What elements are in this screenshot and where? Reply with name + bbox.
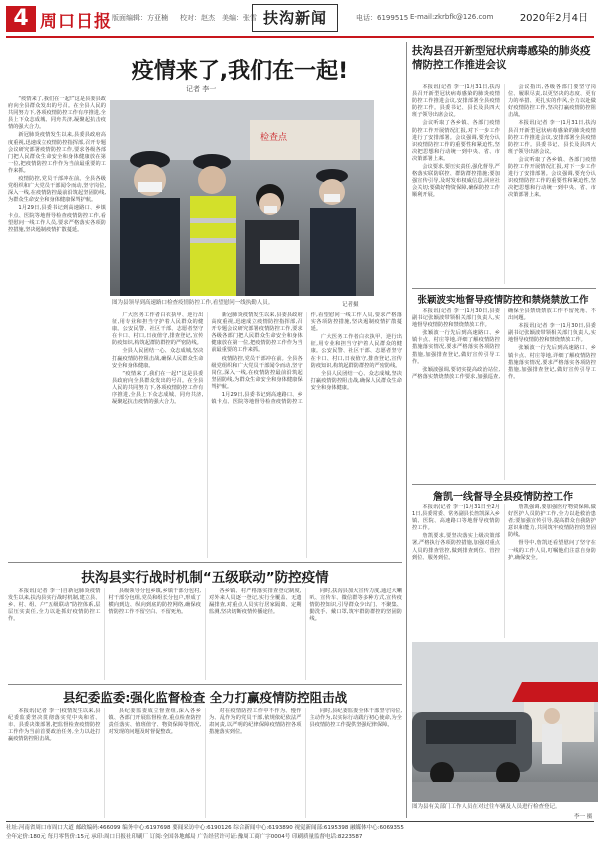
mid-body bbox=[8, 588, 402, 680]
right2-paragraph: 张颖波一行先后到高速路口、乡镇卡点、村庄等地,详细了解疫情防控措施落实情况,要求严格落实各项防控措施,加强排查登记,做好宣传引导工作。 bbox=[508, 345, 596, 380]
right2-body bbox=[412, 308, 596, 480]
right2-paragraph: 张颖波一行先后到高速路口、乡镇卡点、村庄等地,详细了解疫情防控措施落实情况,要求严格落实各项防控措施,加强排查登记,做好宣传引导工作。 bbox=[412, 330, 500, 365]
section-divider bbox=[8, 562, 402, 563]
main-photo-caption: 图为县领导到高速路口检查疫情防控工作,看望慰问一线执勤人员。 bbox=[112, 300, 274, 306]
main-photo bbox=[110, 100, 374, 296]
designer-meta: 美编：张雪 bbox=[222, 14, 257, 22]
main-photo-scene bbox=[110, 100, 374, 296]
right3-paragraph: 詹凯强调,要加强医疗物资保障,做好医护人员防护工作,全力以赴救治患者;要加强宣传引导,提高群众自我防护意识和能力,共同筑牢疫情防控的坚固防线。 bbox=[508, 504, 596, 539]
main-paragraph: 广大医务工作者白衣执甲、逆行出征,用专业和担当守护着人民群众的健康。公安民警、社区干部、志愿者坚守在卡口、村口,日夜值守,排查登记,宣传防疫知识,构筑起群防群控的严密防线。 bbox=[112, 312, 204, 347]
main-paragraph: 1月29日,县委书记到高速路口、乡镇卡点、医院等地督导检查疫情防控工作,看望慰问一线工作人员,要求严格落实各项防控措施,坚决遏制疫情扩散蔓延。 bbox=[211, 312, 402, 406]
main-paragraph: 全县人民团结一心、众志成城,坚决打赢疫情防控阻击战,确保人民群众生命安全和身体健康。 bbox=[310, 370, 402, 391]
right1-paragraph: 本报讯(记者 李一)1月31日,扶沟县召开新型冠状病毒感染的肺炎疫情防控工作推进会议,安排部署全县疫情防控工作。县委书记、县长及县四大班子领导出席会议。 bbox=[508, 120, 596, 155]
main-paragraph: “疫情来了,我们在一起!”这是县委县政府向全县群众发出的号召。在全县人民的共同努力下,各项疫情防控工作有序推进,全县上下众志成城、同舟共济,凝聚起抗击疫情的强大合力。 bbox=[112, 370, 204, 406]
bottom-headline: 县纪委监委:强化监督检查 全力打赢疫情防控阻击战 bbox=[62, 690, 348, 705]
issue-date: 2020年2月4日 bbox=[519, 13, 588, 24]
phone-meta: 电话：6199515 bbox=[356, 14, 409, 22]
right2-paragraph: 本报讯(记者 李一)1月30日,县委副书记张颖波带领相关部门负责人,实地督导疫情防控和禁烧禁放工作。 bbox=[412, 308, 500, 329]
right1-paragraph: 会议听取了各乡镇、各部门疫情防控工作开展情况汇报,对下一步工作进行了安排部署。会议强调,要充分认识疫情防控工作的重要性和紧迫性,坚决把思想和行动统一到中央、省、市决策部署上来。 bbox=[412, 120, 500, 162]
side-photo-scene bbox=[412, 642, 598, 802]
mid-paragraph: 县级领导分包乡镇,乡镇干部分包村,村干部分包组,党员和组长分包户,形成了横向到边、纵向到底的防控网络,确保疫情防控工作不留空白、不留死角。 bbox=[108, 588, 201, 616]
right1-paragraph: 会议听取了各乡镇、各部门疫情防控工作开展情况汇报,对下一步工作进行了安排部署。会议强调,要充分认识疫情防控工作的重要性和紧迫性,坚决把思想和行动统一到中央、省、市决策部署上来。 bbox=[508, 156, 596, 199]
side-photo-caption: 图为县有关部门工作人员在对过往车辆及人员进行检查登记。 bbox=[412, 804, 561, 810]
main-byline: 记者 李一 bbox=[186, 85, 217, 93]
main-paragraph: 疫情防控,党员干部冲在前。全县各级党组织和广大党员干部闻令而动,坚守岗位,深入一线,在疫情防控最前沿筑起坚固防线,为群众生命安全和身体健康保驾护航。 bbox=[211, 355, 303, 390]
section-divider bbox=[8, 684, 402, 685]
right3-paragraph: 本报讯(记者 李一)1月31日至2月1日,县委常委、常务副县长詹凯深入乡镇、医院、高速路口等地督导疫情防控工作。 bbox=[412, 504, 500, 532]
proof-meta: 校对：赵杰 bbox=[180, 14, 215, 22]
masthead bbox=[0, 0, 600, 42]
main-paragraph: 新冠肺炎疫情发生以来,县委县政府高度重视,迅速成立疫情防控指挥部,召开专题会议研究部署疫情防控工作,要求各级各部门把人民群众生命安全和身体健康放在第一位,把疫情防控工作作为当前最重要的工作来抓。 bbox=[211, 312, 303, 354]
main-paragraph: “疫情来了,我们在一起!”这是县委县政府向全县群众发出的号召。在全县人民的共同努力下,各项疫情防控工作有序推进,全县上下众志成城、同舟共济,凝聚起抗击疫情的强大合力。 bbox=[8, 96, 106, 131]
email-meta: E-mail:zkrbfk@126.com bbox=[410, 13, 494, 21]
right1-body bbox=[412, 84, 596, 284]
right1-headline: 扶沟县召开新型冠状病毒感染的肺炎疫情防控工作推进会议 bbox=[412, 45, 591, 71]
main-paragraph: 疫情防控,党员干部冲在前。全县各级党组织和广大党员干部闻令而动,坚守岗位,深入一线,在疫情防控最前沿筑起坚固防线,为群众生命安全和身体健康保驾护航。 bbox=[8, 176, 106, 204]
section-divider bbox=[412, 484, 596, 485]
mid-paragraph: 各乡镇、村严格落实排查登记制度,对外来人员逐一登记,实行全覆盖、无遗漏排查,对重点人员实行居家隔离、定期监测,坚决切断疫情传播途径。 bbox=[209, 588, 302, 616]
main-photo-credit: 记者摄 bbox=[342, 302, 359, 308]
side-photo bbox=[412, 642, 598, 802]
bottom-paragraph: 县纪委监委成立督查组,深入各乡镇、各部门开展监督检查,重点检查防控责任落实、值班值守、物资保障等情况,对发现的问题及时督促整改。 bbox=[108, 708, 201, 736]
section-title: 扶沟新闻 bbox=[252, 4, 338, 32]
svg-text:检查点: 检查点 bbox=[260, 133, 288, 143]
right1-paragraph: 会议指出,各级各部门要坚守岗位、履职尽责,以更坚决的态度、更有力的举措、更扎实的作风,全力以赴做好疫情防控工作,坚决打赢疫情防控阻击战。 bbox=[508, 84, 596, 119]
footer-line: 全年定价:180元 每月零售价:15元 承印:周口日报社印刷厂 订阅:全国各地邮局 广告经营许可证:豫周工商广字0004号 印刷质量监督电话:8223587 bbox=[6, 834, 363, 840]
side-photo-credit: 李一 摄 bbox=[574, 814, 593, 820]
paper-name: 周口日报 bbox=[40, 12, 112, 32]
masthead-rule bbox=[6, 36, 594, 38]
main-paragraph: 全县人民团结一心、众志成城,坚决打赢疫情防控阻击战,确保人民群众生命安全和身体健康。 bbox=[112, 348, 204, 369]
main-paragraph: 广大医务工作者白衣执甲、逆行出征,用专业和担当守护着人民群众的健康。公安民警、社区干部、志愿者坚守在卡口、村口,日夜值守,排查登记,宣传防疫知识,构筑起群防群控的严密防线。 bbox=[310, 334, 402, 369]
column-divider bbox=[406, 42, 407, 818]
right2-paragraph: 张颖波强调,要切实提高政治站位,严格落实禁烧禁放工作要求,加强巡查,确保全县禁烧禁放工作不留死角、不出问题。 bbox=[412, 308, 596, 380]
main-headline: 疫情来了,我们在一起! bbox=[131, 59, 349, 84]
footer-line: 社址:河南省周口市周口大道 邮政编码:466099 编务中心:6197698 要闻采访中心:6190126 综合新闻中心:6193890 视觉新闻部:6195398 融媒体中心:6069355 bbox=[6, 825, 404, 831]
right3-headline: 詹凯一线督导全县疫情防控工作 bbox=[433, 492, 573, 503]
bottom-paragraph: 同时,县纪委监委全体干部坚守岗位,主动作为,以实际行动践行初心使命,为全县疫情防控工作提供坚强纪律保障。 bbox=[309, 708, 402, 729]
main-paragraph: 新冠肺炎疫情发生以来,县委县政府高度重视,迅速成立疫情防控指挥部,召开专题会议研究部署疫情防控工作,要求各级各部门把人民群众生命安全和身体健康放在第一位,把疫情防控工作作为当前最重要的工作来抓。 bbox=[8, 132, 106, 174]
right2-paragraph: 本报讯(记者 李一)1月30日,县委副书记张颖波带领相关部门负责人,实地督导疫情防控和禁烧禁放工作。 bbox=[508, 323, 596, 344]
main-paragraph: 1月29日,县委书记到高速路口、乡镇卡点、医院等地督导检查疫情防控工作,看望慰问一线工作人员,要求严格落实各项防控措施,坚决遏制疫情扩散蔓延。 bbox=[8, 205, 106, 233]
footer-rule bbox=[6, 821, 594, 822]
right1-paragraph: 会议要求,要压实责任,强化督导,严格落实联防联控、群防群控措施;要加强宣传引导,及时发布权威信息,回应社会关切;要做好物资保障,确保防控工作顺利开展。 bbox=[412, 164, 500, 199]
right1-paragraph: 本报讯(记者 李一)1月31日,扶沟县召开新型冠状病毒感染的肺炎疫情防控工作推进会议,安排部署全县疫情防控工作。县委书记、县长及县四大班子领导出席会议。 bbox=[412, 84, 500, 119]
footer bbox=[6, 824, 594, 842]
editor-meta: 版面编辑：方亚楠 bbox=[112, 14, 168, 22]
right2-headline: 张颖波实地督导疫情防控和禁烧禁放工作 bbox=[417, 295, 589, 306]
section-divider bbox=[412, 288, 596, 289]
main-article-body-lower bbox=[112, 312, 402, 558]
bottom-body bbox=[8, 708, 402, 818]
main-article-body-left bbox=[8, 96, 106, 558]
right3-paragraph: 詹凯要求,要坚决落实上级决策部署,严格执行各项防控措施,加强对重点人员的排查管控,做到排查到位、管控到位、服务到位。 bbox=[412, 533, 500, 561]
right3-paragraph: 督导中,詹凯还看望慰问了坚守在一线的工作人员,叮嘱他们注意自身防护,确保安全。 bbox=[508, 540, 596, 561]
mid-paragraph: 本报讯(记者 李一)自新冠肺炎疫情发生以来,扶沟县实行战时机制,建立县、乡、村、组、户“五级联动”防控体系,层层压实责任,全力以赴抓好疫情防控工作。 bbox=[8, 588, 101, 623]
mid-paragraph: 同时,扶沟县加大宣传力度,通过大喇叭、宣传车、微信群等多种方式,宣传疫情防控知识,引导群众少出门、不聚集、勤洗手、戴口罩,筑牢群防群控的坚固防线。 bbox=[309, 588, 402, 623]
page-number: 4 bbox=[6, 6, 36, 32]
bottom-paragraph: 本报讯(记者 李一)疫情发生以来,县纪委监委坚决贯彻落实党中央和省、市、县委决策部署,把监督检查疫情防控工作作为当前首要政治任务,全力以赴打赢疫情防控阻击战。 bbox=[8, 708, 101, 743]
bottom-paragraph: 对在疫情防控工作中不作为、慢作为、乱作为的党员干部,依规依纪依法严肃问责,以严明的纪律保障疫情防控各项措施落实到位。 bbox=[209, 708, 302, 736]
mid-headline: 扶沟县实行战时机制“五级联动”防控疫情 bbox=[81, 570, 329, 586]
right3-body bbox=[412, 504, 596, 638]
